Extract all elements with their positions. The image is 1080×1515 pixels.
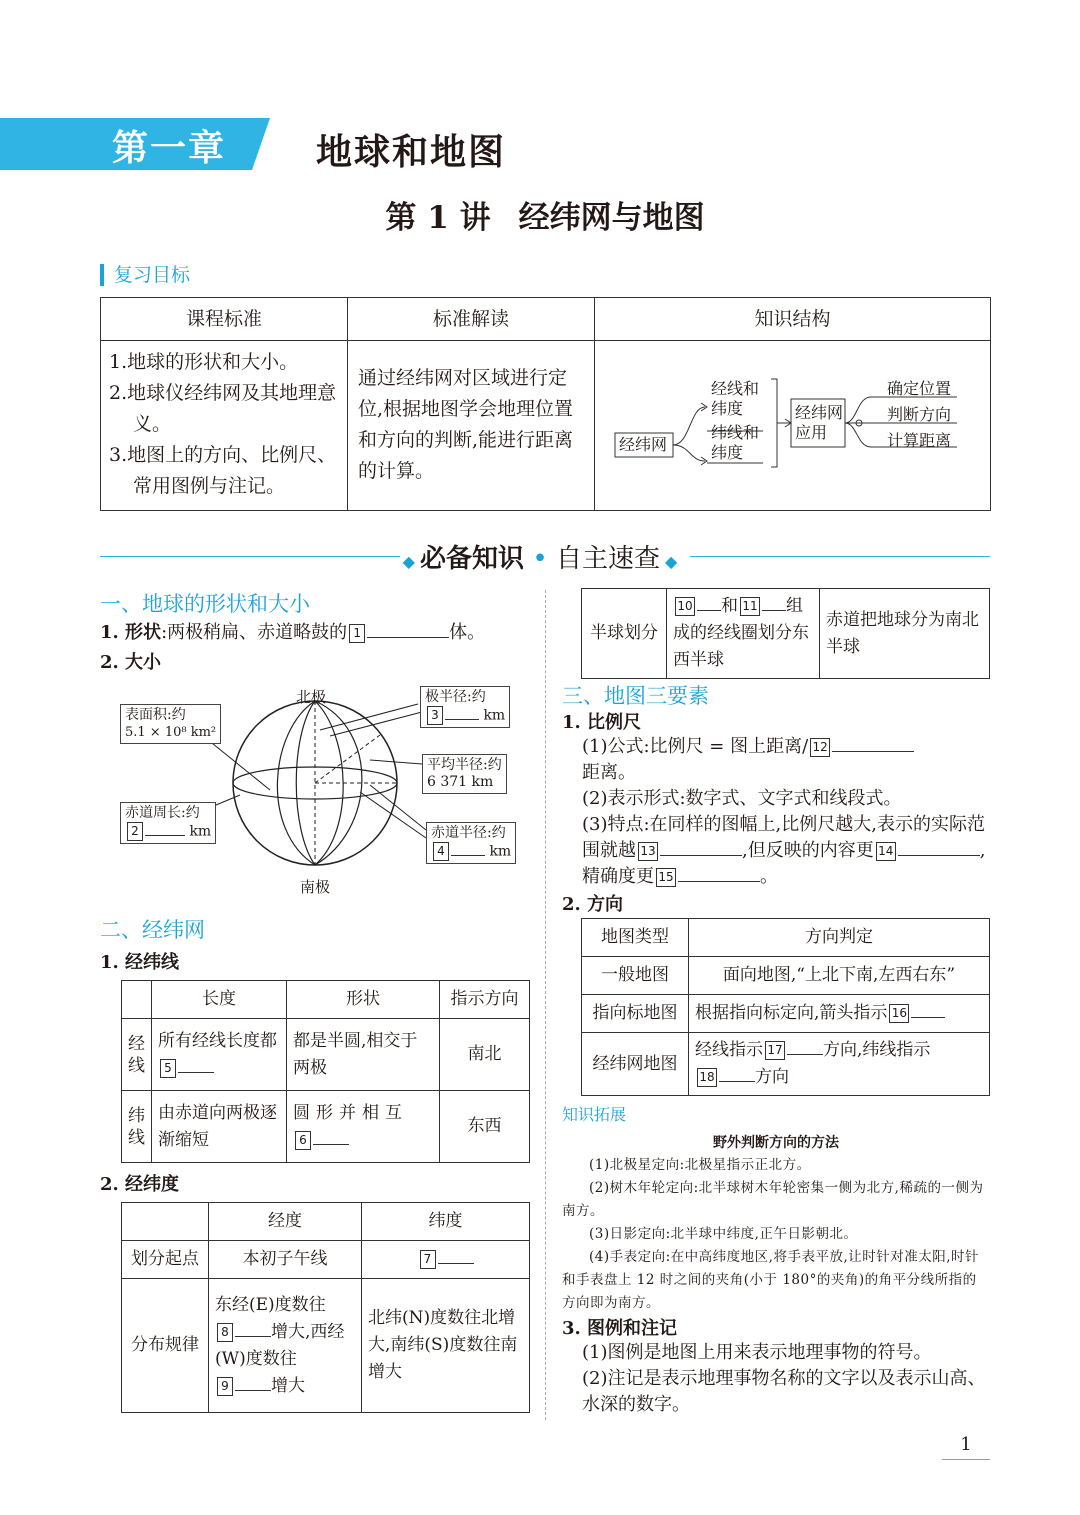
standard-item: 1.地球的形状和大小。	[109, 351, 299, 373]
structure-app: 经纬网 应用	[795, 403, 844, 442]
chapter-title: 地球和地图	[316, 131, 507, 173]
page-number: 1	[942, 1434, 990, 1460]
shape-line: 1. 形状:两极稍扁、赤道略鼓的 1 体。	[100, 622, 486, 643]
standard-item: 2.地球仪经纬网及其地理意义。	[109, 382, 337, 435]
scale-forms: (2)表示形式:数字式、文字式和线段式。	[582, 788, 902, 809]
section-title: 一、地球的形状和大小	[100, 592, 310, 616]
review-table	[100, 297, 991, 511]
section-title: 三、地图三要素	[562, 684, 709, 708]
row-label: 经线	[122, 1019, 152, 1091]
sub-title: 2. 经纬度	[100, 1174, 180, 1195]
lines-table: 长度 形状 指示方向 经线 所有经线长度都5 都是半圆,相交于两极 南北 纬线 由赤道向两极逐渐缩短 圆形并相互 6 东西	[121, 980, 530, 1163]
extension-title: 野外判断方向的方法	[713, 1135, 839, 1151]
surface-area-box: 表面积:约 5.1 × 10⁸ km²	[120, 704, 221, 744]
direction-table: 地图类型 方向判定 一般地图 面向地图,“上北下南,左西右东” 指向标地图 根据指向标定向,箭头指示 16 经纬网地图 经线指示 17 方向,纬线指示 18 方向	[581, 918, 990, 1096]
structure-mid-b: 纬线和 纬度	[711, 423, 760, 462]
review-heading: 复习目标	[100, 264, 190, 286]
sub-title: 1. 经纬线	[100, 952, 180, 973]
structure-leaf: 确定位置	[887, 379, 952, 398]
polar-radius-box: 极半径:约 3 km	[420, 686, 510, 728]
south-pole-label: 南极	[300, 878, 331, 896]
cell: 经线指示 17 方向,纬线指示 18 方向	[689, 1033, 990, 1096]
north-pole-label: 北极	[296, 688, 327, 706]
cell: 东经(E)度数往 8 增大,西经(W)度数往 9 增大	[209, 1279, 362, 1413]
structure-mid-a: 经线和 纬度	[711, 379, 760, 418]
col-header: 知识结构	[595, 298, 991, 341]
sub-title: 3. 图例和注记	[562, 1318, 678, 1339]
scale-features: (3)特点:在同样的图幅上,比例尺越大,表示的实际范围就越 13 ,但反映的内容更 14 ,精确度更 15 。	[582, 814, 986, 887]
cell: 根据指向标定向,箭头指示 16	[689, 995, 990, 1033]
column-divider	[545, 590, 546, 1420]
row-label: 纬线	[122, 1091, 152, 1163]
coordinates-table: 经度 纬度 划分起点 本初子午线 7 分布规律 东经(E)度数往 8 增大,西经(W)度数往 9 增大 北纬(N)度数往北增大,南纬(S)度数往南增大	[121, 1202, 530, 1413]
legend-text: (1)图例是地图上用来表示地理事物的符号。	[582, 1342, 932, 1363]
size-label: 2. 大小	[100, 652, 162, 673]
cell: 所有经线长度都5	[152, 1019, 287, 1091]
equator-radius-box: 赤道半径:约 4 km	[426, 822, 516, 864]
standards-cell	[101, 341, 348, 511]
extension-heading: 知识拓展	[562, 1105, 627, 1124]
mean-radius-box: 平均半径:约 6 371 km	[422, 754, 507, 794]
structure-cell	[595, 341, 991, 511]
col-header: 标准解读	[348, 298, 595, 341]
annotation-text: (2)注记是表示地理事物名称的文字以及表示山高、水深的数字。	[582, 1368, 986, 1415]
cell: 7	[362, 1241, 530, 1279]
equator-circumference-box: 赤道周长:约 2 km	[120, 802, 216, 844]
chapter-label: 第一章	[112, 127, 227, 169]
lesson-title: 第 1 讲 经纬网与地图	[385, 200, 705, 236]
structure-leaf: 计算距离	[887, 431, 952, 450]
section-title: 二、经纬网	[100, 918, 205, 942]
standard-item: 3.地图上的方向、比例尺、常用图例与注记。	[109, 444, 337, 497]
section-banner: ◆ 必备知识 • 自主速查 ◆	[402, 544, 678, 574]
col-header: 课程标准	[101, 298, 348, 341]
sub-title: 1. 比例尺	[562, 712, 642, 733]
structure-leaf: 判断方向	[887, 405, 952, 424]
cell: 圆形并相互 6	[287, 1091, 440, 1163]
cell: 10 和 11 组成的经线圈划分东西半球	[667, 589, 820, 679]
scale-formula: (1)公式:比例尺 = 图上距离/ 12 距离。	[582, 734, 992, 786]
hemisphere-table: 半球划分 10 和 11 组成的经线圈划分东西半球 赤道把地球分为南北半球	[581, 588, 990, 679]
structure-root: 经纬网	[619, 435, 668, 454]
extension-text: (1)北极星定向:北极星指示正北方。 (2)树木年轮定向:北半球树木年轮密集一侧为北方,稀疏的一侧为南方。 (3)日影定向:北半球中纬度,正午日影朝北。 (4)手表定向:在中高纬度地区,将手表平放,让时针对准太阳,时针和手表盘上 12 时之间的夹角(小于 180°的夹角)的角平分线所指的方向即为南方。	[562, 1157, 984, 1311]
interpretation-cell: 通过经纬网对区域进行定位,根据地图学会地理位置和方向的判断,能进行距离的计算。	[348, 341, 595, 511]
sub-title: 2. 方向	[562, 894, 624, 915]
